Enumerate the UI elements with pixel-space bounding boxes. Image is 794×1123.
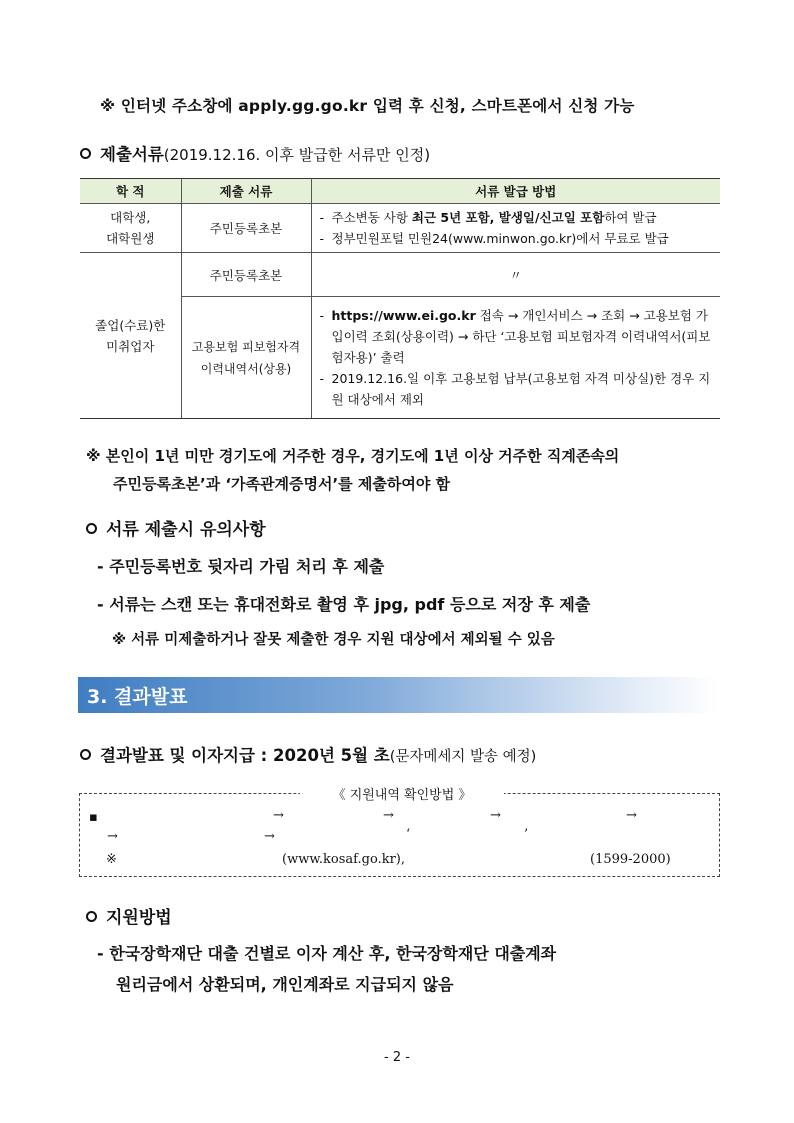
square-bullet-icon: ▪ xyxy=(89,810,98,825)
section-3-title: 3. 결과발표 xyxy=(87,686,188,708)
caution-note: ※ 서류 미제출하거나 잘못 제출한 경우 지원 대상에서 제외될 수 있음 xyxy=(112,632,555,648)
box-title: 《 지원내역 확인방법 》 xyxy=(300,784,504,803)
table-header-row xyxy=(80,179,720,204)
arrow-right-icon: → xyxy=(273,808,284,823)
cell-status-graduate: 졸업(수료)한 미취업자 xyxy=(80,253,181,419)
arrow-right-icon: → xyxy=(107,829,118,844)
cell-method-employment-insurance: - https://www.ei.go.kr 접속 → 개인서비스 → 조회 → 고용보험 가입이력 조회(상용이력) → 하단 ‘고용보험 피보험자격 이력내역서(피보험자용)’ 출력 - 2019.12.16.일 이후 고용보험 납부(고용보험 자격 미상실)한 경우 지원 대상에서 제외 xyxy=(311,297,720,419)
circle-bullet-icon xyxy=(86,523,97,534)
support-method-heading: 지원방법 xyxy=(86,903,172,928)
reference-mark: ※ xyxy=(106,852,117,867)
cell-status-student: 대학생, 대학원생 xyxy=(80,204,181,253)
kosaf-phone: (1599-2000) xyxy=(590,852,671,867)
support-method-text: - 한국장학재단 대출 건별로 이자 계산 후, 한국장학재단 대출계좌 원리금에서 상환되며, 개인계좌로 지급되지 않음 xyxy=(97,944,557,994)
header-document: 제출 서류 xyxy=(181,179,311,204)
section-3-banner xyxy=(78,677,718,713)
table-row xyxy=(80,204,720,253)
documents-table xyxy=(80,178,720,419)
cell-method-same: 〃 xyxy=(311,253,720,297)
cell-doc-resident-abstract: 주민등록초본 xyxy=(181,204,311,253)
note-apply-online: ※ 인터넷 주소창에 apply.gg.go.kr 입력 후 신청, 스마트폰에서 신청 가능 xyxy=(100,97,635,115)
caution-item-2: - 서류는 스캔 또는 휴대전화로 촬영 후 jpg, pdf 등으로 저장 후 제출 xyxy=(97,595,591,614)
result-heading: 결과발표 및 이자지급 : 2020년 5월 초(문자메세지 발송 예정) xyxy=(80,742,536,766)
caution-heading: 서류 제출시 유의사항 xyxy=(86,515,266,540)
section-docs-subtitle: (2019.12.16. 이후 발급한 서류만 인정) xyxy=(163,146,431,164)
page-number: - 2 - xyxy=(384,1050,410,1065)
circle-bullet-icon xyxy=(80,148,91,159)
support-check-box xyxy=(79,788,720,877)
section-docs-title: 제출서류 xyxy=(100,145,164,164)
arrow-right-icon: → xyxy=(626,808,637,823)
section-docs-heading xyxy=(80,141,430,165)
arrow-right-icon: → xyxy=(383,808,394,823)
header-method: 서류 발급 방법 xyxy=(311,179,720,204)
cell-doc-employment-insurance: 고용보험 피보험자격 이력내역서(상용) xyxy=(181,297,311,419)
note-residence: ※ 본인이 1년 미만 경기도에 거주한 경우, 경기도에 1년 이상 거주한 직계존속의 주민등록초본’과 ‘가족관계증명서’를 제출하여야 함 xyxy=(86,447,620,493)
quote-open: ‘ xyxy=(406,827,411,842)
kosaf-website: (www.kosaf.go.kr), xyxy=(282,852,405,867)
header-status: 학 적 xyxy=(80,179,181,204)
caution-item-1: - 주민등록번호 뒷자리 가림 처리 후 제출 xyxy=(97,557,385,576)
circle-bullet-icon xyxy=(86,911,97,922)
cell-doc-resident-abstract-2: 주민등록초본 xyxy=(181,253,311,297)
table-row xyxy=(80,253,720,297)
quote-close: ’ xyxy=(524,827,529,842)
circle-bullet-icon xyxy=(80,749,91,760)
cell-method-resident: - 주소변동 사항 최근 5년 포함, 발생일/신고일 포함하여 발급 - 정부민원포털 민원24(www.minwon.go.kr)에서 무료로 발급 xyxy=(311,204,720,253)
arrow-right-icon: → xyxy=(264,829,275,844)
arrow-right-icon: → xyxy=(490,808,501,823)
